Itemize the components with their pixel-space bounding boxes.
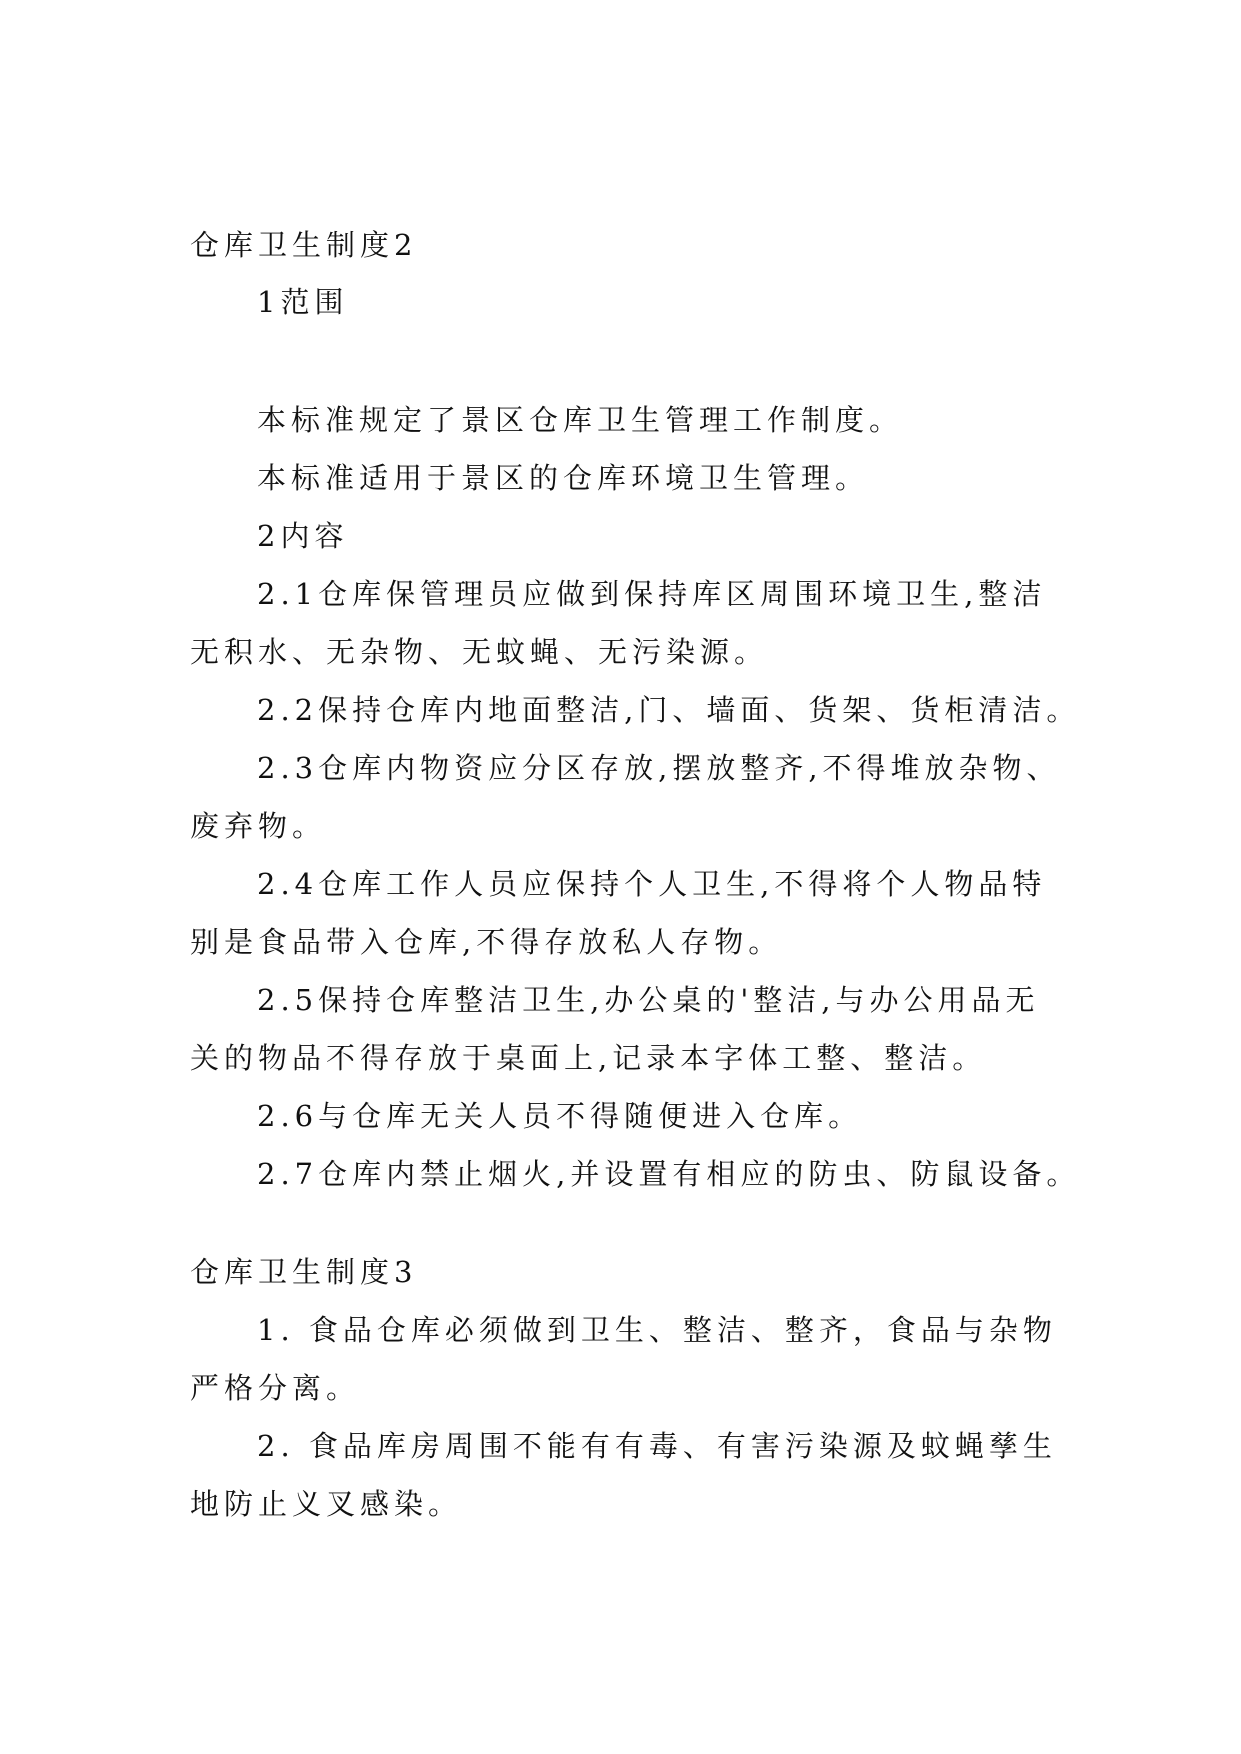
list-item-2: 2. 食品库房周围不能有有毒、有害污染源及蚊蝇孳生 [257,1429,1057,1463]
list-item-2-2: 2.2保持仓库内地面整洁,门、墙面、货架、货柜清洁。 [257,693,1081,727]
paragraph: 本标准规定了景区仓库卫生管理工作制度。 [257,403,904,437]
list-item-2-5-continued: 关的物品不得存放于桌面上,记录本字体工整、整洁。 [190,1041,987,1075]
list-item-1-continued: 严格分离。 [190,1371,361,1405]
list-item-2-1-continued: 无积水、无杂物、无蚊蝇、无污染源。 [190,635,769,669]
list-item-2-7: 2.7仓库内禁止烟火,并设置有相应的防虫、防鼠设备。 [257,1157,1081,1191]
scope-heading: 1范围 [257,285,349,319]
content-heading: 2内容 [257,519,349,553]
list-item-2-continued: 地防止义叉感染。 [190,1487,463,1521]
section-heading: 仓库卫生制度3 [190,1255,418,1289]
list-item-2-1: 2.1仓库保管理员应做到保持库区周围环境卫生,整洁 [257,577,1047,611]
list-item-2-6: 2.6与仓库无关人员不得随便进入仓库。 [257,1099,863,1133]
list-item-2-3: 2.3仓库内物资应分区存放,摆放整齐,不得堆放杂物、 [257,751,1061,785]
list-item-1: 1. 食品仓库必须做到卫生、整洁、整齐，食品与杂物 [257,1313,1057,1347]
list-item-2-3-continued: 废弃物。 [190,809,327,843]
section-heading: 仓库卫生制度2 [190,228,418,262]
paragraph: 本标准适用于景区的仓库环境卫生管理。 [257,461,870,495]
list-item-2-4: 2.4仓库工作人员应保持个人卫生,不得将个人物品特 [257,867,1047,901]
list-item-2-5: 2.5保持仓库整洁卫生,办公桌的'整洁,与办公用品无 [257,983,1040,1017]
list-item-2-4-continued: 别是食品带入仓库,不得存放私人存物。 [190,925,783,959]
